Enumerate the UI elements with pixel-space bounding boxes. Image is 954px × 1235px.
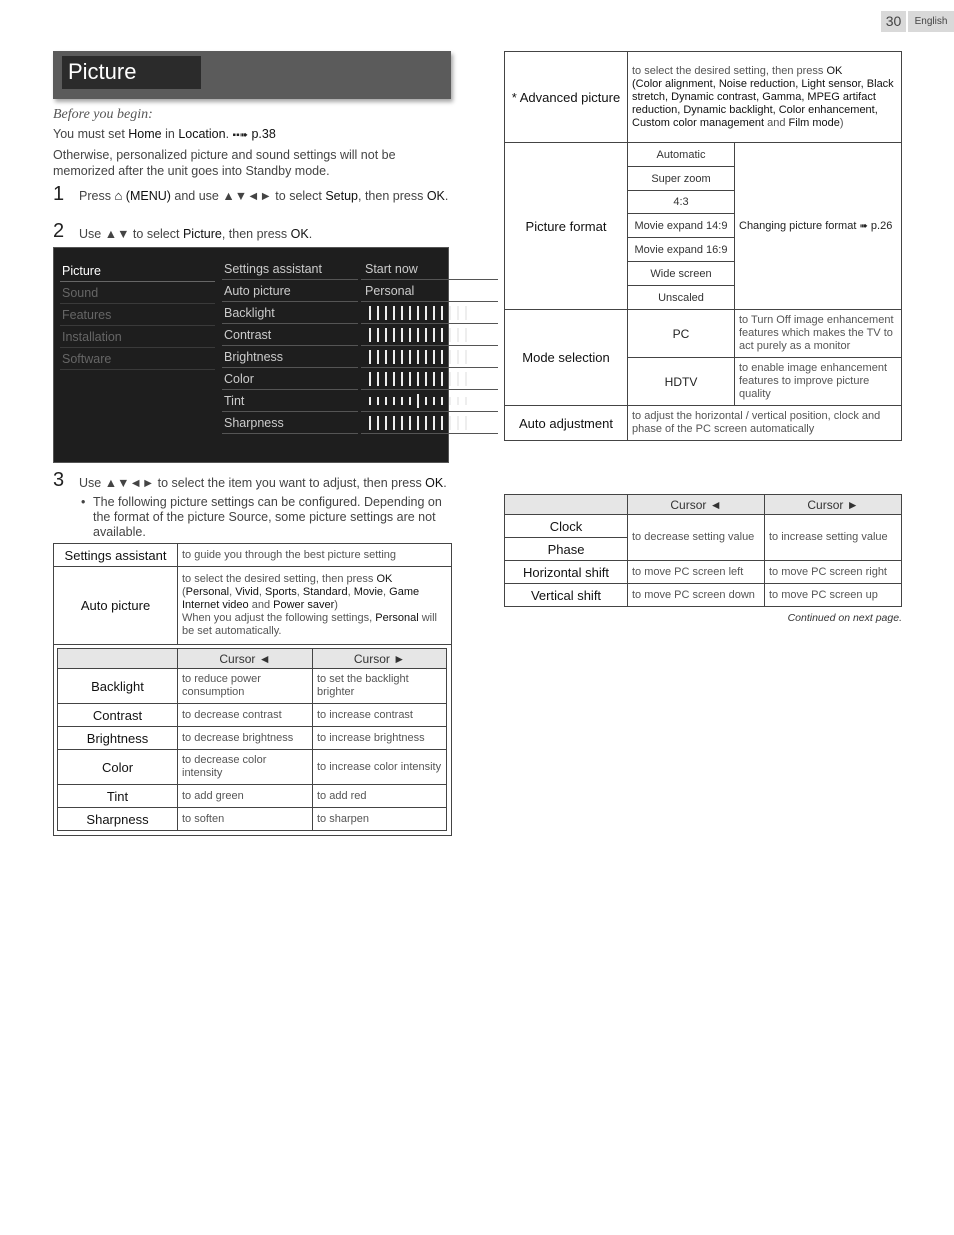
pc-header-cursor-right: Cursor ► xyxy=(765,495,902,515)
clock-row-label: Clock xyxy=(505,515,628,538)
menu-item-tint[interactable]: Tint xyxy=(222,390,358,412)
pc-adjust-table xyxy=(504,494,902,607)
backlight-slider[interactable] xyxy=(361,302,498,324)
color-row-label: Color xyxy=(58,750,178,785)
pc-header-cursor-left: Cursor ◄ xyxy=(628,495,765,515)
menu-item-backlight[interactable]: Backlight xyxy=(222,302,358,324)
format-option-automatic: Automatic xyxy=(628,143,735,167)
phase-row-label: Phase xyxy=(505,538,628,561)
color-row-left: to decrease color intensity xyxy=(178,750,313,785)
tint-row-right: to add red xyxy=(313,785,447,808)
menu-item-auto-picture[interactable]: Auto picture xyxy=(222,280,358,302)
settings-assistant-value[interactable]: Start now xyxy=(361,258,498,280)
brightness-row-label: Brightness xyxy=(58,727,178,750)
mode-pc-label: PC xyxy=(628,310,735,358)
advanced-picture-desc: to select the desired setting, then press OK (Color alignment, Noise reduction, Light sensor, Black stretch, Dynamic contrast, Gamma, MPEG artifact reduction, Dynamic backlight, Color enhancement, Custom color management and Film mode) xyxy=(628,52,902,143)
menu-category-features[interactable]: Features xyxy=(60,304,215,326)
menu-item-contrast[interactable]: Contrast xyxy=(222,324,358,346)
arrow-ref-icon: ▪▪➠ xyxy=(232,130,248,141)
before-you-begin-line2: Otherwise, personalized picture and sound settings will not be memorized after the unit goes into Standby mode. xyxy=(53,148,396,178)
mode-pc-desc: to Turn Off image enhancement features which makes the TV to act purely as a monitor xyxy=(735,310,902,358)
clock-phase-left: to decrease setting value xyxy=(628,515,765,561)
menu-item-sharpness[interactable]: Sharpness xyxy=(222,412,358,434)
advanced-picture-table xyxy=(504,51,902,441)
menu-category-picture[interactable]: Picture xyxy=(60,260,215,282)
mode-selection-label: Mode selection xyxy=(505,310,628,406)
format-option-movie-expand-16-9: Movie expand 16:9 xyxy=(628,238,735,262)
page-number: 30 xyxy=(881,11,906,32)
auto-picture-value[interactable]: Personal xyxy=(361,280,498,302)
hshift-row-right: to move PC screen right xyxy=(765,561,902,584)
settings-assistant-desc: to guide you through the best picture setting xyxy=(178,544,452,567)
auto-picture-label: Auto picture xyxy=(54,567,178,645)
contrast-slider[interactable] xyxy=(361,324,498,346)
backlight-row-left: to reduce power consumption xyxy=(178,669,313,704)
clock-phase-right: to increase setting value xyxy=(765,515,902,561)
hshift-row-left: to move PC screen left xyxy=(628,561,765,584)
format-option-super-zoom: Super zoom xyxy=(628,167,735,191)
menu-category-list xyxy=(60,260,215,370)
sharpness-slider[interactable] xyxy=(361,412,498,434)
auto-picture-desc: to select the desired setting, then press OK (Personal, Vivid, Sports, Standard, Movie, Game Internet video and Power saver) When you adjust the following settings, Personal will be set automatically. xyxy=(178,567,452,645)
settings-assistant-auto-picture-table xyxy=(53,543,452,645)
vshift-row-right: to move PC screen up xyxy=(765,584,902,607)
tint-row-left: to add green xyxy=(178,785,313,808)
adjust-header-cursor-right: Cursor ► xyxy=(313,649,447,669)
auto-adjustment-desc: to adjust the horizontal / vertical position, clock and phase of the PC screen automatically xyxy=(628,406,902,441)
contrast-row-label: Contrast xyxy=(58,704,178,727)
before-you-begin-line1: You must set Home in Location. ▪▪➠ p.38 xyxy=(53,127,276,141)
menu-item-color[interactable]: Color xyxy=(222,368,358,390)
pc-header-blank xyxy=(505,495,628,515)
sharpness-row-right: to sharpen xyxy=(313,808,447,831)
step-1-text: Press ⌂ (MENU) and use ▲▼◄► to select Setup, then press OK. xyxy=(79,188,449,203)
settings-assistant-label: Settings assistant xyxy=(54,544,178,567)
picture-format-label: Picture format xyxy=(505,143,628,310)
vshift-row-label: Vertical shift xyxy=(505,584,628,607)
brightness-slider[interactable] xyxy=(361,346,498,368)
menu-category-installation[interactable]: Installation xyxy=(60,326,215,348)
picture-format-note: Changing picture format ➠ p.26 xyxy=(735,143,902,310)
backlight-row-label: Backlight xyxy=(58,669,178,704)
format-option-unscaled: Unscaled xyxy=(628,286,735,310)
page-title: Picture xyxy=(68,59,137,84)
menu-item-list xyxy=(222,258,358,434)
step-3-bullet: • The following picture settings can be configured. Depending on the format of the picture Source, some picture settings are not available. xyxy=(81,495,442,539)
brightness-row-right: to increase brightness xyxy=(313,727,447,750)
contrast-row-left: to decrease contrast xyxy=(178,704,313,727)
format-option-movie-expand-14-9: Movie expand 14:9 xyxy=(628,214,735,238)
contrast-row-right: to increase contrast xyxy=(313,704,447,727)
home-icon: ⌂ xyxy=(114,188,123,203)
step-2-text: Use ▲▼ to select Picture, then press OK. xyxy=(79,227,313,241)
mode-hdtv-label: HDTV xyxy=(628,358,735,406)
arrow-ref-icon: ➠ xyxy=(859,220,868,232)
step-2-number: 2 xyxy=(53,220,65,242)
format-option-4-3: 4:3 xyxy=(628,191,735,214)
step-3-text: Use ▲▼◄► to select the item you want to adjust, then press OK. xyxy=(79,476,447,490)
color-slider[interactable] xyxy=(361,368,498,390)
menu-category-software[interactable]: Software xyxy=(60,348,215,370)
menu-value-list xyxy=(361,258,498,434)
format-option-wide-screen: Wide screen xyxy=(628,262,735,286)
adjust-header-cursor-left: Cursor ◄ xyxy=(178,649,313,669)
settings-menu-screen xyxy=(53,247,449,463)
auto-adjustment-label: Auto adjustment xyxy=(505,406,628,441)
color-row-right: to increase color intensity xyxy=(313,750,447,785)
sharpness-row-label: Sharpness xyxy=(58,808,178,831)
menu-item-settings-assistant[interactable]: Settings assistant xyxy=(222,258,358,280)
menu-item-brightness[interactable]: Brightness xyxy=(222,346,358,368)
hshift-row-label: Horizontal shift xyxy=(505,561,628,584)
sharpness-row-left: to soften xyxy=(178,808,313,831)
menu-category-sound[interactable]: Sound xyxy=(60,282,215,304)
vshift-row-left: to move PC screen down xyxy=(628,584,765,607)
section-title-bar xyxy=(53,51,451,99)
tint-row-label: Tint xyxy=(58,785,178,808)
step-3-number: 3 xyxy=(53,469,65,491)
continued-note: Continued on next page. xyxy=(787,612,902,624)
mode-hdtv-desc: to enable image enhancement features to improve picture quality xyxy=(735,358,902,406)
backlight-row-right: to set the backlight brighter xyxy=(313,669,447,704)
advanced-picture-label: * Advanced picture xyxy=(505,52,628,143)
adjust-header-blank xyxy=(58,649,178,669)
brightness-row-left: to decrease brightness xyxy=(178,727,313,750)
step-1-number: 1 xyxy=(53,183,65,205)
before-you-begin-heading: Before you begin: xyxy=(53,107,153,122)
tint-slider[interactable] xyxy=(361,390,498,412)
picture-adjust-table xyxy=(57,648,447,831)
title-box xyxy=(62,56,201,89)
language-label: English xyxy=(908,11,954,32)
